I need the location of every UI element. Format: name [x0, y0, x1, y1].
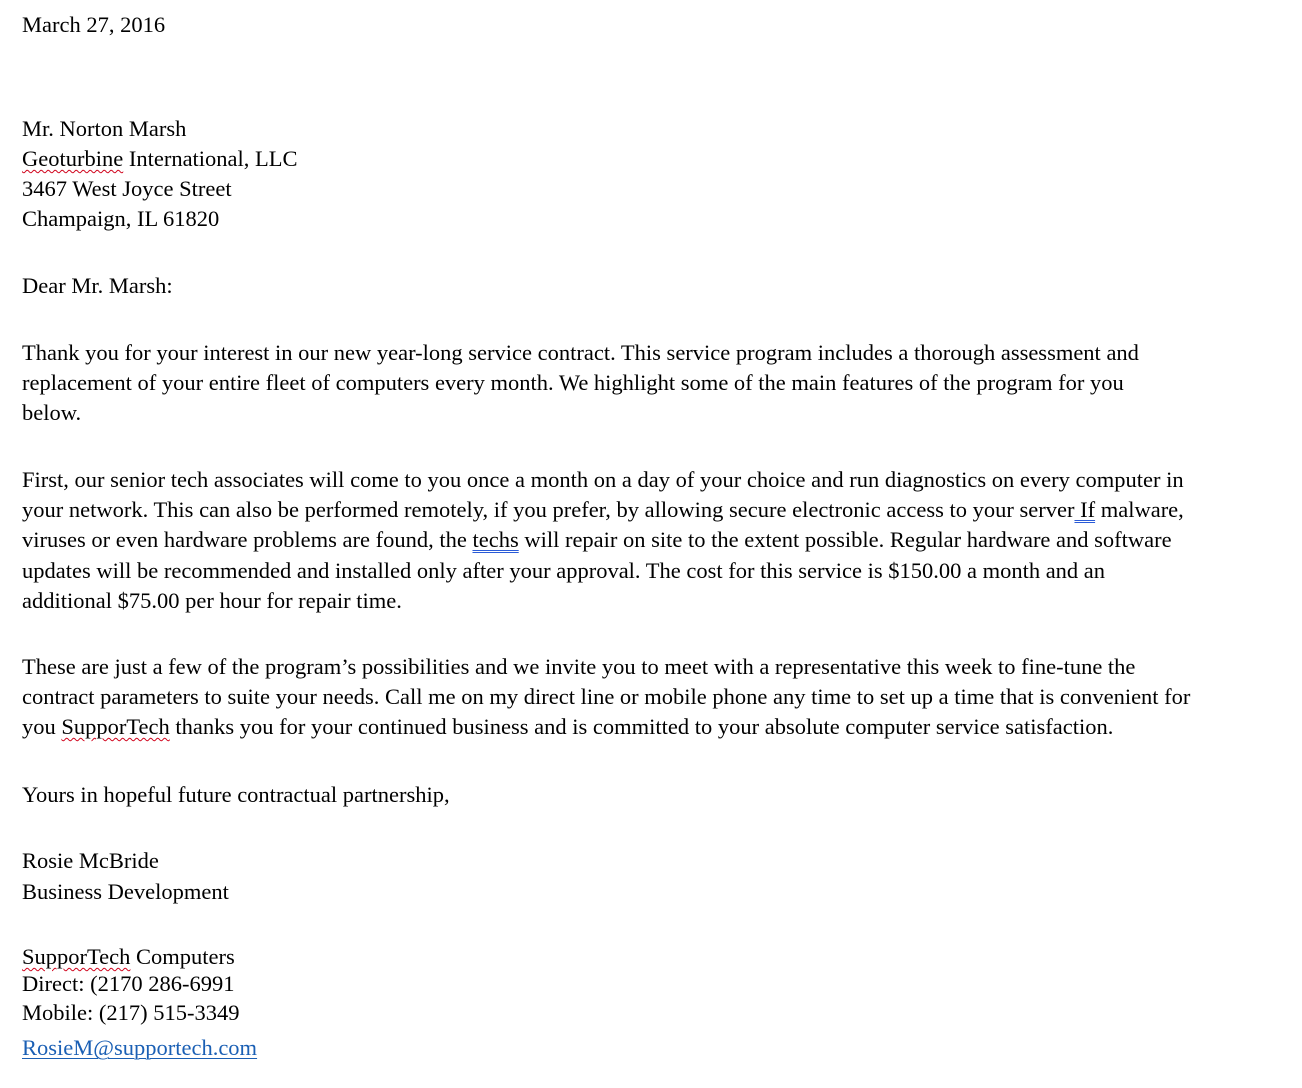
spelling-flag-supportech-signature[interactable]: SupporTech [22, 944, 131, 969]
paragraph-text: malware, [1095, 497, 1184, 522]
paragraph-line: contract parameters to suite your needs. Call me on my direct line or mobile phone any time to set up a time that is convenient for [22, 684, 1191, 709]
paragraph-line: below. [22, 400, 82, 425]
paragraph-line: First, our senior tech associates will come to you once a month on a day of your choice and run diagnostics on every computer in [22, 467, 1184, 492]
signature-name: Rosie McBride [22, 848, 159, 873]
letter-date: March 27, 2016 [22, 12, 166, 37]
signature-title: Business Development [22, 879, 229, 904]
email-link[interactable]: RosieM@supportech.com [22, 1035, 258, 1060]
recipient-name: Mr. Norton Marsh [22, 116, 187, 141]
salutation: Dear Mr. Marsh: [22, 273, 173, 298]
paragraph-text: your network. This can also be performed remotely, if you prefer, by allowing secure electronic access to your server [22, 497, 1075, 522]
paragraph-line: additional $75.00 per hour for repair time. [22, 588, 402, 613]
paragraph-line [22, 525, 1172, 555]
signature-company-rest: Computers [130, 944, 235, 969]
paragraph-text: will repair on site to the extent possible. Regular hardware and software [518, 527, 1172, 552]
paragraph-line: Thank you for your interest in our new year-long service contract. This service program includes a thorough assessment and [22, 340, 1139, 365]
paragraph-line: updates will be recommended and installed only after your approval. The cost for this service is $150.00 a month and an [22, 558, 1106, 583]
signature-email-line [22, 1033, 257, 1063]
paragraph-text: thanks you for your continued business and is committed to your absolute computer service satisfaction. [169, 714, 1114, 739]
grammar-flag-techs[interactable]: techs [472, 527, 519, 552]
spelling-flag-geoturbine[interactable]: Geoturbine [22, 146, 124, 171]
recipient-company [22, 144, 298, 174]
paragraph-line [22, 712, 1113, 742]
closing-line: Yours in hopeful future contractual partnership, [22, 782, 450, 807]
signature-direct-phone: Direct: (2170 286-6991 [22, 971, 235, 996]
recipient-city: Champaign, IL 61820 [22, 206, 220, 231]
signature-mobile-phone: Mobile: (217) 515-3349 [22, 1000, 240, 1025]
paragraph-line: replacement of your entire fleet of computers every month. We highlight some of the main features of the program for you [22, 370, 1124, 395]
signature-company [22, 942, 235, 972]
recipient-street: 3467 West Joyce Street [22, 176, 232, 201]
paragraph-text: you [22, 714, 62, 739]
spelling-flag-supportech[interactable]: SupporTech [61, 714, 170, 739]
recipient-company-rest: International, LLC [123, 146, 298, 171]
grammar-flag-if[interactable]: If [1074, 497, 1096, 522]
paragraph-text: viruses or even hardware problems are found, the [22, 527, 473, 552]
paragraph-line: These are just a few of the program’s possibilities and we invite you to meet with a representative this week to fine-tune the [22, 654, 1136, 679]
paragraph-line [22, 495, 1184, 525]
